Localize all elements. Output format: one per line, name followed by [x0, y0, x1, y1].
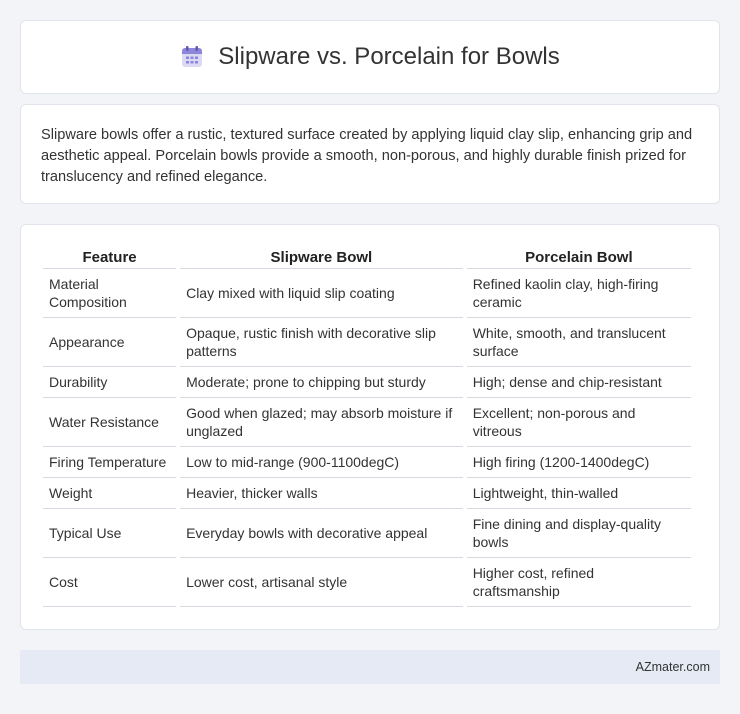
table-row [43, 367, 691, 398]
feature-cell: Cost [43, 558, 176, 607]
calendar-icon [180, 45, 204, 69]
slipware-cell: Clay mixed with liquid slip coating [180, 269, 463, 318]
table-row [43, 509, 691, 558]
intro-text: Slipware bowls offer a rustic, textured surface created by applying liquid clay slip, enhancing grip and aesthetic appeal. Porcelain bowls provide a smooth, non-porous, and highly durable finish prized for translucency and refined elegance. [41, 127, 693, 185]
porcelain-cell: Excellent; non-porous and vitreous [467, 398, 691, 447]
page-title: Slipware vs. Porcelain for Bowls [218, 43, 560, 70]
porcelain-cell: High firing (1200-1400degC) [467, 447, 691, 478]
feature-cell: Durability [43, 367, 176, 398]
comparison-table [39, 243, 695, 607]
footer-bar [20, 650, 720, 684]
table-row [43, 318, 691, 367]
table-row [43, 558, 691, 607]
porcelain-cell: Lightweight, thin-walled [467, 478, 691, 509]
slipware-cell: Everyday bowls with decorative appeal [180, 509, 463, 558]
intro-card [20, 104, 720, 204]
table-row [43, 398, 691, 447]
slipware-cell: Opaque, rustic finish with decorative slip patterns [180, 318, 463, 367]
feature-cell: Weight [43, 478, 176, 509]
header-slipware: Slipware Bowl [180, 243, 463, 269]
header-feature: Feature [43, 243, 176, 269]
table-row [43, 269, 691, 318]
table-row [43, 478, 691, 509]
footer-brand[interactable]: AZmater.com [635, 660, 710, 674]
slipware-cell: Heavier, thicker walls [180, 478, 463, 509]
feature-cell: Typical Use [43, 509, 176, 558]
slipware-cell: Low to mid-range (900-1100degC) [180, 447, 463, 478]
table-header-row [43, 243, 691, 269]
slipware-cell: Moderate; prone to chipping but sturdy [180, 367, 463, 398]
comparison-card [20, 224, 720, 630]
feature-cell: Water Resistance [43, 398, 176, 447]
porcelain-cell: Higher cost, refined craftsmanship [467, 558, 691, 607]
slipware-cell: Good when glazed; may absorb moisture if unglazed [180, 398, 463, 447]
header-card [20, 20, 720, 94]
feature-cell: Material Composition [43, 269, 176, 318]
table-row [43, 447, 691, 478]
slipware-cell: Lower cost, artisanal style [180, 558, 463, 607]
feature-cell: Appearance [43, 318, 176, 367]
porcelain-cell: Refined kaolin clay, high-firing ceramic [467, 269, 691, 318]
porcelain-cell: High; dense and chip-resistant [467, 367, 691, 398]
feature-cell: Firing Temperature [43, 447, 176, 478]
porcelain-cell: Fine dining and display-quality bowls [467, 509, 691, 558]
header-porcelain: Porcelain Bowl [467, 243, 691, 269]
porcelain-cell: White, smooth, and translucent surface [467, 318, 691, 367]
